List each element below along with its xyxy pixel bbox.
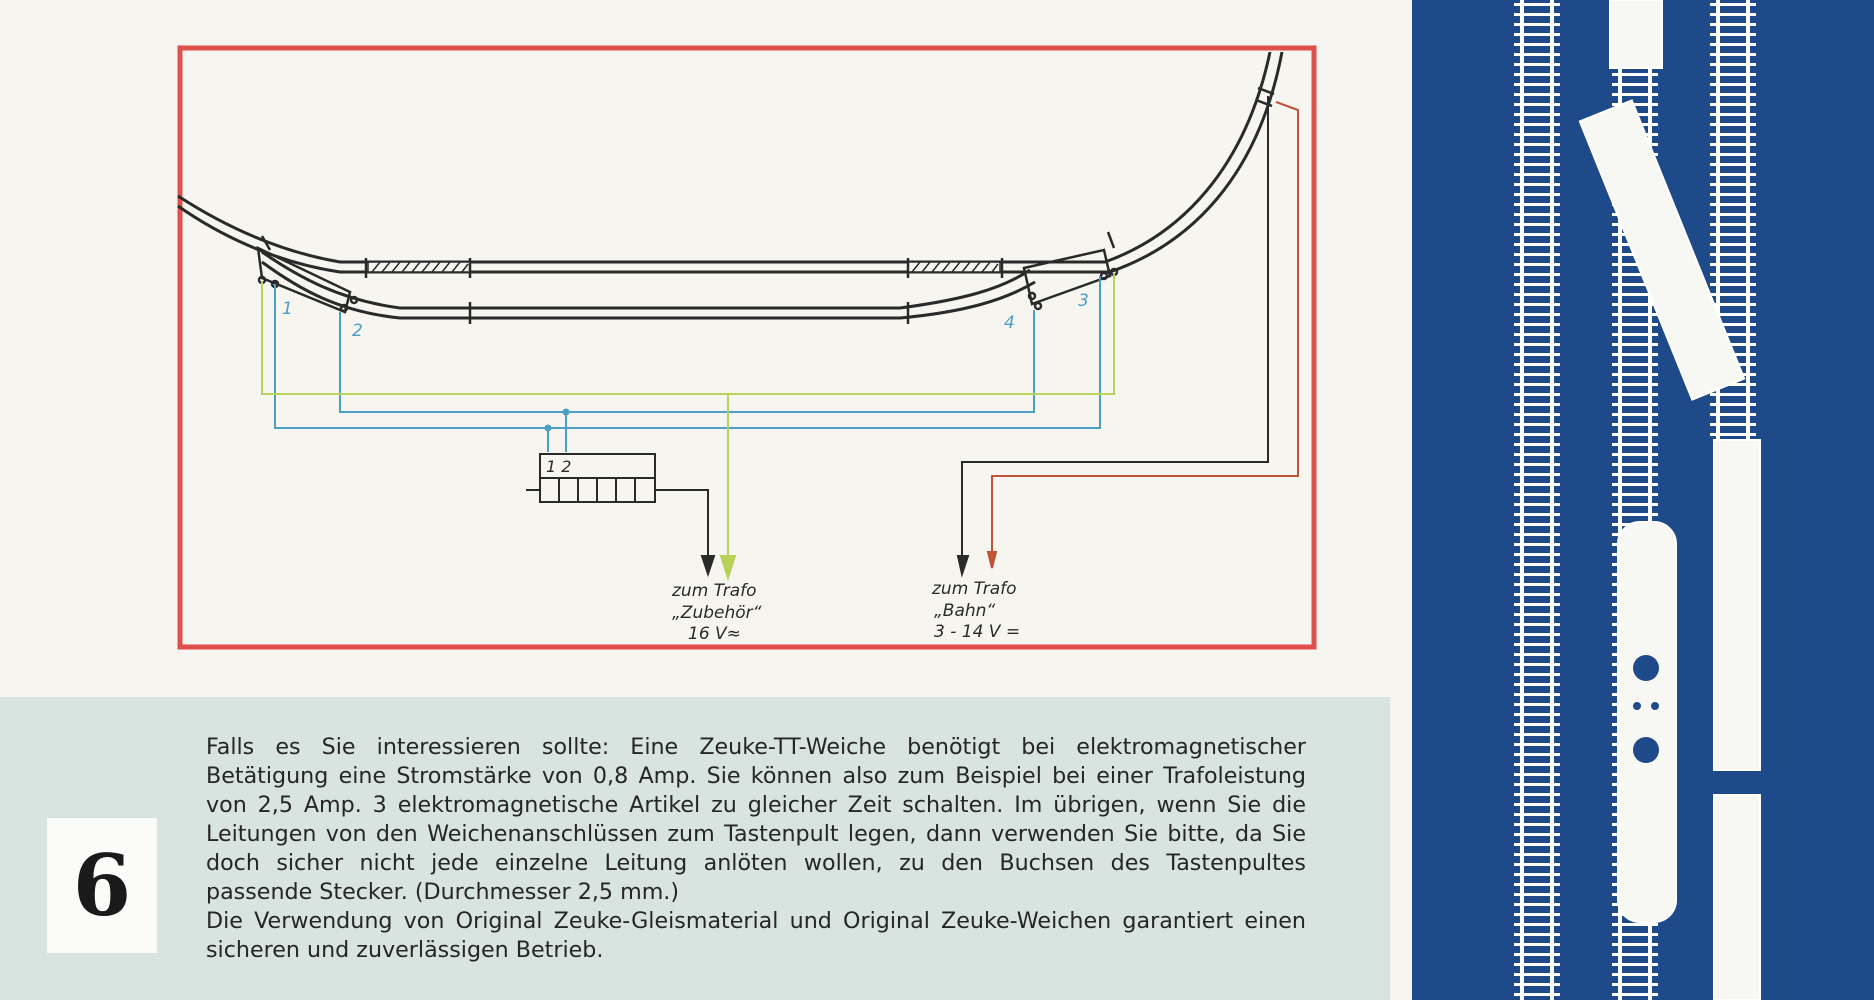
page-number: 6 [72,836,132,935]
output-track-label [931,579,1020,642]
track-line3: 3 - 14 V = [934,622,1021,642]
accessories-line2: „Zubehör“ [672,603,762,623]
control-wires-blue [275,276,1100,452]
locomotive [1618,522,1676,922]
track-line2: „Bahn“ [934,601,996,621]
output-accessories-label [671,581,762,644]
accessories-line3: 16 V≈ [688,624,741,644]
track-power-wires [958,96,1298,574]
track-main [178,52,1282,272]
accessories-line1: zum Trafo [672,581,757,601]
info-paragraph-2: Die Verwendung von Original Zeuke-Gleismaterial und Original Zeuke-Weichen garantiert einen sicheren und zuverlässigen Betrieb. [206,908,1306,963]
turnout-number-2: 2 [352,321,363,341]
track-left [1514,0,1560,1000]
diagram-frame [180,48,1314,647]
common-wire-yellow [262,274,1114,578]
track-line1: zum Trafo [932,579,1017,599]
page-number-box [47,818,157,953]
switch-box-label: 1 2 [546,457,572,476]
turnout-number-3: 3 [1078,291,1089,311]
side-illustration [1412,0,1874,1000]
info-text [206,733,1306,965]
info-paragraph-1: Falls es Sie interessieren sollte: Eine Zeuke-TT-Weiche benötigt bei elektromagnetischer Betätigung eine Stromstärke von 0,8 Amp. Sie können also zum Beispiel bei einer Trafoleistung von 2,5 Amp. 3 elektromagnetische Artikel zu gleicher Zeit schalten. Im übrigen, wenn Sie die Leitungen von den Weichenanschlüssen zum Tastenpult legen, dann verwenden Sie bitte, da Sie doch sicher nicht jede einzelne Leitung anlöten wollen, zu den Buchsen des Tastenpultes passende Stecker. (Durchmesser 2,5 mm.) [206,734,1306,905]
turnout-number-4: 4 [1004,313,1015,333]
turnout-number-1: 1 [282,299,293,319]
rail-joints [262,88,1274,324]
